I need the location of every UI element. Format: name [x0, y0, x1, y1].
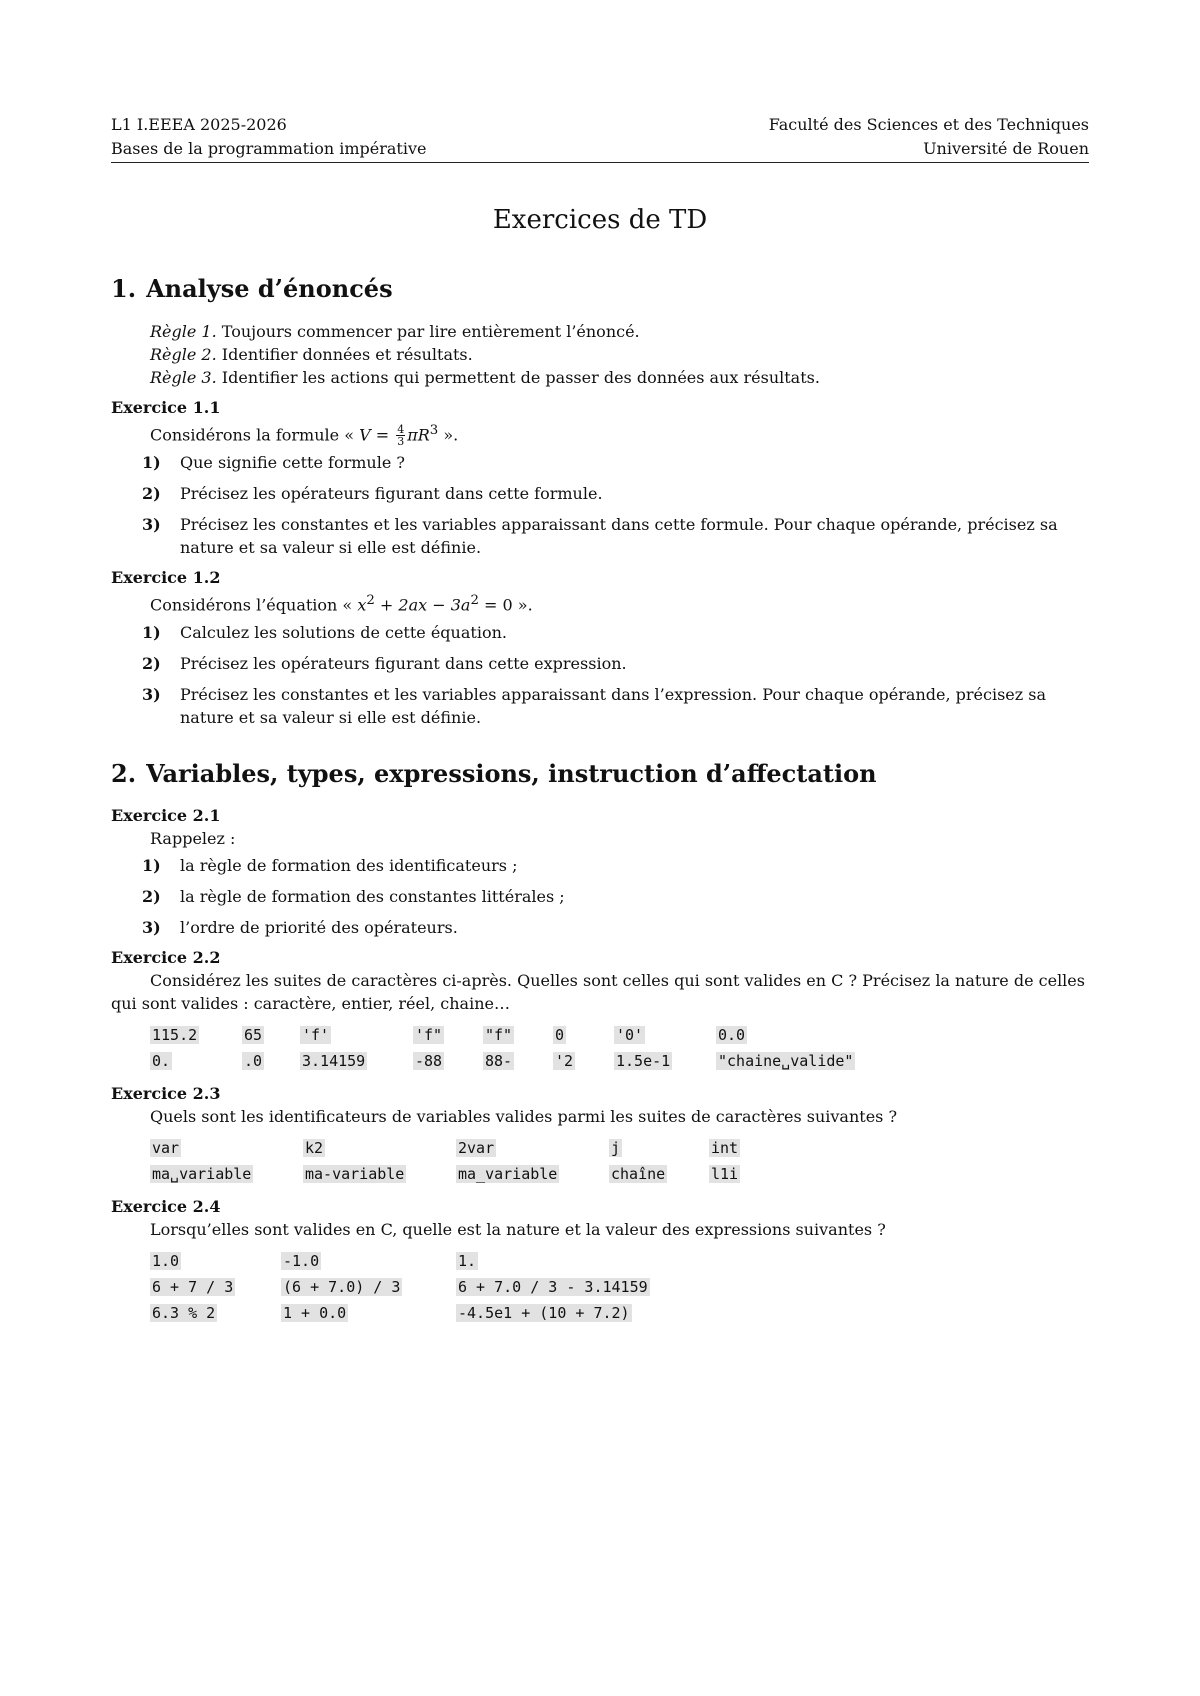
item-text: Précisez les constantes et les variables apparaissant dans l’expression. Pour chaque opérande, précisez sa nature et sa valeur si elle est définie.: [180, 684, 1047, 727]
exercise-1-2-list: [111, 621, 1089, 729]
item-text: Précisez les opérateurs figurant dans cette expression.: [180, 653, 627, 673]
page-title: Exercices de TD: [492, 205, 708, 235]
table-row: [150, 1136, 740, 1162]
header-divider: [111, 162, 1089, 163]
equation-end: = 0: [478, 595, 513, 615]
item-text: la règle de formation des identificateurs ;: [180, 855, 518, 875]
code-literal: 0.: [152, 1051, 171, 1070]
item-text: Précisez les constantes et les variables apparaissant dans cette formule. Pour chaque opérande, précisez sa nature et sa valeur si elle est définie.: [180, 515, 1058, 558]
item-text: l’ordre de priorité des opérateurs.: [180, 917, 458, 937]
rule-3-text: Identifier les actions qui permettent de passer des données aux résultats.: [221, 368, 820, 387]
list-item: [111, 885, 1089, 908]
table-cell: [413, 1023, 483, 1049]
section-2-heading: [111, 759, 1089, 789]
code-literal: j: [611, 1138, 621, 1157]
code-literal: 'f": [415, 1025, 443, 1044]
equation-sup-1: 2: [366, 593, 375, 609]
table-cell: [150, 1049, 242, 1075]
table-cell: [303, 1136, 456, 1162]
code-expression: 6.3 % 2: [152, 1303, 216, 1322]
table-cell: [553, 1023, 614, 1049]
exercise-2-1-list: [111, 854, 1089, 939]
item-number: 3): [142, 684, 161, 704]
code-literal: '2: [555, 1051, 574, 1070]
rule-1: [111, 320, 1089, 343]
item-number: 3): [142, 515, 161, 535]
code-literal: 3.14159: [302, 1051, 366, 1070]
formula-lhs: V: [359, 425, 371, 445]
item-text: Calculez les solutions de cette équation.: [180, 622, 507, 642]
table-cell: [456, 1301, 650, 1327]
exercise-2-3-intro: Quels sont les identificateurs de variables valides parmi les suites de caractères suivantes ?: [150, 1106, 898, 1126]
table-cell: [281, 1249, 456, 1275]
code-expression: (6 + 7.0) / 3: [283, 1277, 401, 1296]
code-literal: 2var: [458, 1138, 495, 1157]
list-item: [111, 683, 1089, 729]
rule-2-label: Règle 2.: [150, 345, 217, 364]
item-text: Que signifie cette formule ?: [180, 453, 405, 473]
equation-sup-2: 2: [470, 593, 479, 609]
exercise-2-1-title: Exercice 2.1: [111, 805, 221, 825]
table-cell: [150, 1301, 281, 1327]
exercise-2-2-intro: Considérez les suites de caractères ci-après. Quelles sont celles qui sont valides en C ? Précisez la nature de celles qui sont valides : caractère, entier, réel, chaine…: [111, 970, 1085, 1013]
intro-close: ».: [438, 425, 459, 445]
table-row: [150, 1249, 650, 1275]
table-cell: [609, 1162, 709, 1188]
table-row: [150, 1049, 855, 1075]
intro-close: ».: [512, 595, 533, 615]
exercise-2-4-title: Exercice 2.4: [111, 1196, 221, 1216]
item-text: la règle de formation des constantes littérales ;: [180, 886, 565, 906]
rule-2: [111, 343, 1089, 366]
table-cell: [456, 1249, 650, 1275]
table-cell: [609, 1136, 709, 1162]
code-literal: 0.0: [718, 1025, 746, 1044]
intro-text: Considérons l’équation «: [150, 595, 358, 615]
code-expression: 6 + 7 / 3: [152, 1277, 234, 1296]
list-item: [111, 621, 1089, 644]
code-expression: 1.: [458, 1251, 477, 1270]
code-literal: 'f': [302, 1025, 330, 1044]
table-cell: [614, 1049, 716, 1075]
table-cell: [150, 1136, 303, 1162]
section-2-title: Variables, types, expressions, instruction d’affectation: [146, 758, 877, 788]
code-literal: 1.5e-1: [616, 1051, 671, 1070]
table-row: [150, 1301, 650, 1327]
table-row: [150, 1023, 855, 1049]
table-row: [150, 1275, 650, 1301]
code-expression: 6 + 7.0 / 3 - 3.14159: [458, 1277, 648, 1296]
code-literal: 88-: [485, 1051, 513, 1070]
table-cell: [456, 1162, 609, 1188]
item-text: Précisez les opérateurs figurant dans cette formule.: [180, 484, 603, 504]
page-header: [111, 113, 1089, 161]
table-cell: [709, 1136, 740, 1162]
table-row: [150, 1162, 740, 1188]
code-literal: ma␣variable: [152, 1164, 252, 1183]
exercise-2-4-intro: Lorsqu’elles sont valides en C, quelle est la nature et la valeur des expressions suivantes ?: [150, 1219, 886, 1239]
code-literal: 0: [555, 1025, 565, 1044]
code-literal: .0: [244, 1051, 263, 1070]
header-university: Université de Rouen: [923, 139, 1089, 158]
equation-middle: + 2ax − 3a: [374, 595, 471, 615]
table-cell: [150, 1249, 281, 1275]
code-expression: -1.0: [283, 1251, 320, 1270]
table-cell: [709, 1162, 740, 1188]
exercise-2-4-table: [150, 1249, 650, 1327]
rule-3-label: Règle 3.: [150, 368, 217, 387]
formula-eq: =: [370, 425, 395, 445]
section-2-number: 2.: [111, 758, 137, 788]
table-cell: [150, 1023, 242, 1049]
header-faculty: Faculté des Sciences et des Techniques: [768, 115, 1089, 134]
code-literal: -88: [415, 1051, 443, 1070]
header-subject: Bases de la programmation impérative: [111, 139, 427, 158]
table-cell: [150, 1162, 303, 1188]
code-literal: 115.2: [152, 1025, 198, 1044]
fraction-numerator: 4: [397, 423, 405, 437]
code-literal: 65: [244, 1025, 263, 1044]
exercise-2-3-title: Exercice 2.3: [111, 1083, 221, 1103]
code-literal: int: [711, 1138, 739, 1157]
exercise-2-3-table: [150, 1136, 740, 1188]
table-cell: [614, 1023, 716, 1049]
table-cell: [300, 1049, 413, 1075]
code-literal: '0': [616, 1025, 644, 1044]
exercise-1-2-title: Exercice 1.2: [111, 568, 221, 588]
table-cell: [303, 1162, 456, 1188]
list-item: [111, 916, 1089, 939]
table-cell: [456, 1275, 650, 1301]
table-cell: [242, 1049, 300, 1075]
item-number: 1): [142, 453, 161, 473]
list-item: [111, 652, 1089, 675]
formula-fraction: [396, 424, 405, 447]
table-cell: [300, 1023, 413, 1049]
section-1-heading: [111, 274, 1089, 304]
table-cell: [150, 1275, 281, 1301]
exercise-1-1-title: Exercice 1.1: [111, 398, 221, 417]
table-cell: [281, 1275, 456, 1301]
code-expression: -4.5e1 + (10 + 7.2): [458, 1303, 630, 1322]
table-cell: [456, 1136, 609, 1162]
table-cell: [553, 1049, 614, 1075]
item-number: 2): [142, 484, 161, 504]
item-number: 1): [142, 622, 161, 642]
code-literal: var: [152, 1138, 180, 1157]
table-cell: [716, 1049, 855, 1075]
table-cell: [483, 1049, 553, 1075]
code-literal: chaîne: [611, 1164, 666, 1183]
section-1-number: 1.: [111, 274, 137, 303]
formula-rest: πR: [407, 425, 430, 445]
list-item: [111, 482, 1089, 505]
code-literal: k2: [305, 1138, 324, 1157]
list-item: [111, 854, 1089, 877]
formula-exponent: 3: [429, 423, 439, 438]
code-expression: 1 + 0.0: [283, 1303, 347, 1322]
list-item: [111, 451, 1089, 474]
table-cell: [413, 1049, 483, 1075]
item-number: 2): [142, 653, 161, 673]
list-item: [111, 513, 1089, 559]
intro-text: Considérons la formule «: [150, 425, 360, 445]
table-cell: [483, 1023, 553, 1049]
exercise-1-1-list: [111, 451, 1089, 559]
item-number: 1): [142, 855, 161, 875]
code-expression: 1.0: [152, 1251, 180, 1270]
rule-1-label: Règle 1.: [150, 322, 217, 341]
header-course: L1 I.EEEA 2025-2026: [111, 115, 287, 134]
item-number: 3): [142, 917, 161, 937]
fraction-denominator: 3: [397, 435, 405, 449]
table-cell: [281, 1301, 456, 1327]
code-literal: ma_variable: [458, 1164, 558, 1183]
code-literal: ma-variable: [305, 1164, 405, 1183]
exercise-2-2-table: [150, 1023, 855, 1075]
exercise-1-2-intro: [111, 589, 1089, 616]
rule-2-text: Identifier données et résultats.: [221, 345, 473, 364]
item-number: 2): [142, 886, 161, 906]
code-literal: l1i: [711, 1164, 739, 1183]
exercise-2-1-intro: Rappelez :: [150, 828, 236, 848]
code-literal: "chaine␣valide": [718, 1051, 854, 1070]
table-cell: [242, 1023, 300, 1049]
rule-3: [111, 366, 1089, 389]
exercise-1-1-intro: [111, 419, 1089, 447]
code-literal: "f": [485, 1025, 513, 1044]
rule-1-text: Toujours commencer par lire entièrement l’énoncé.: [221, 322, 640, 341]
table-cell: [716, 1023, 855, 1049]
document-body: [111, 274, 1089, 1335]
exercise-2-2-title: Exercice 2.2: [111, 947, 221, 967]
section-1-title: Analyse d’énoncés: [146, 274, 393, 303]
equation-x: x: [357, 595, 367, 615]
